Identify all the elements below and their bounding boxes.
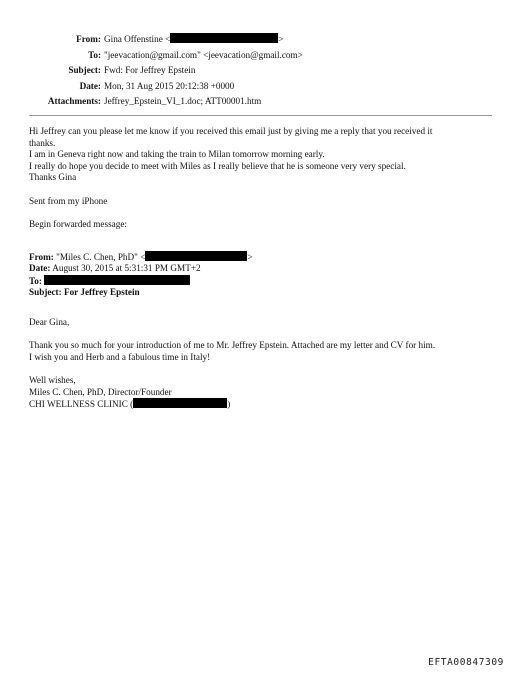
body-line: I wish you and Herb and a fabulous time in Italy! — [29, 351, 211, 362]
clinic-name: CHI WELLNESS CLINIC ( — [29, 399, 134, 410]
message-line: I really do hope you decide to meet with Miles as I really believe that he is someone very very special. — [29, 160, 406, 171]
date-value: Mon, 31 Aug 2015 20:12:38 +0000 — [104, 80, 235, 91]
email-header — [0, 32, 512, 110]
forwarded-from-label: From: — [29, 252, 54, 262]
to-label: To: — [88, 49, 101, 60]
message-line: Thanks Gina — [29, 172, 77, 183]
clinic-close: ) — [227, 399, 231, 410]
clinic-line — [29, 398, 504, 411]
attachments-label: Attachments: — [47, 96, 101, 107]
redaction-bar — [170, 33, 278, 43]
header-subject-row — [0, 63, 512, 79]
message-line: I am in Geneva right now and taking the train to Milan tomorrow morning early. — [29, 149, 325, 160]
from-close: > — [278, 34, 284, 44]
message-line: thanks. — [29, 137, 56, 148]
forwarded-from-value: "Miles C. Chen, PhD" < — [56, 252, 146, 262]
forwarded-from-row — [29, 251, 253, 263]
forwarded-body — [29, 317, 504, 411]
from-value — [104, 32, 283, 48]
forwarded-date-row — [29, 263, 253, 274]
forwarded-subject-row — [29, 287, 253, 298]
closing: Well wishes, — [29, 374, 76, 385]
forwarded-to-label: To: — [29, 275, 42, 286]
message-signature: Sent from my iPhone — [29, 195, 108, 206]
header-attachments-row — [0, 94, 512, 110]
message-line: Hi Jeffrey can you please let me know if you received this email just by giving me a reply that you received it — [29, 126, 433, 136]
forwarded-date-label: Date: — [29, 263, 51, 274]
subject-label: Subject: — [68, 65, 101, 76]
forwarded-from-close: > — [247, 252, 253, 262]
forwarded-to-row — [29, 275, 253, 287]
redaction-bar — [145, 251, 247, 261]
body-line: Thank you so much for your introduction of me to Mr. Jeffrey Epstein. Attached are my letter and CV for him. — [29, 340, 436, 351]
redaction-bar — [44, 275, 190, 285]
forwarded-subject-label: Subject: — [29, 287, 62, 298]
message-body — [29, 126, 499, 230]
header-to-row — [0, 48, 512, 64]
to-value: "jeevacation@gmail.com" <jeevacation@gmail.com> — [104, 49, 303, 60]
document-id: EFTA00847309 — [428, 657, 504, 668]
sign-name: Miles C. Chen, PhD, Director/Founder — [29, 386, 172, 397]
from-name: Gina Offenstine < — [104, 34, 171, 44]
header-date-row — [0, 79, 512, 95]
forwarded-subject-value: For Jeffrey Epstein — [63, 287, 140, 298]
redaction-bar — [133, 398, 227, 408]
header-divider — [29, 115, 492, 116]
date-label: Date: — [79, 80, 101, 91]
forwarded-header — [29, 251, 253, 299]
subject-value: Fwd: For Jeffrey Epstein — [104, 65, 196, 76]
from-label: From: — [76, 34, 101, 44]
header-from-row — [0, 32, 512, 48]
forward-intro: Begin forwarded message: — [29, 218, 127, 229]
attachments-value[interactable]: Jeffrey_Epstein_VI_1.doc; ATT00001.htm — [104, 96, 262, 107]
greeting: Dear Gina, — [29, 317, 70, 327]
forwarded-date-value: August 30, 2015 at 5:31:31 PM GMT+2 — [52, 263, 201, 274]
